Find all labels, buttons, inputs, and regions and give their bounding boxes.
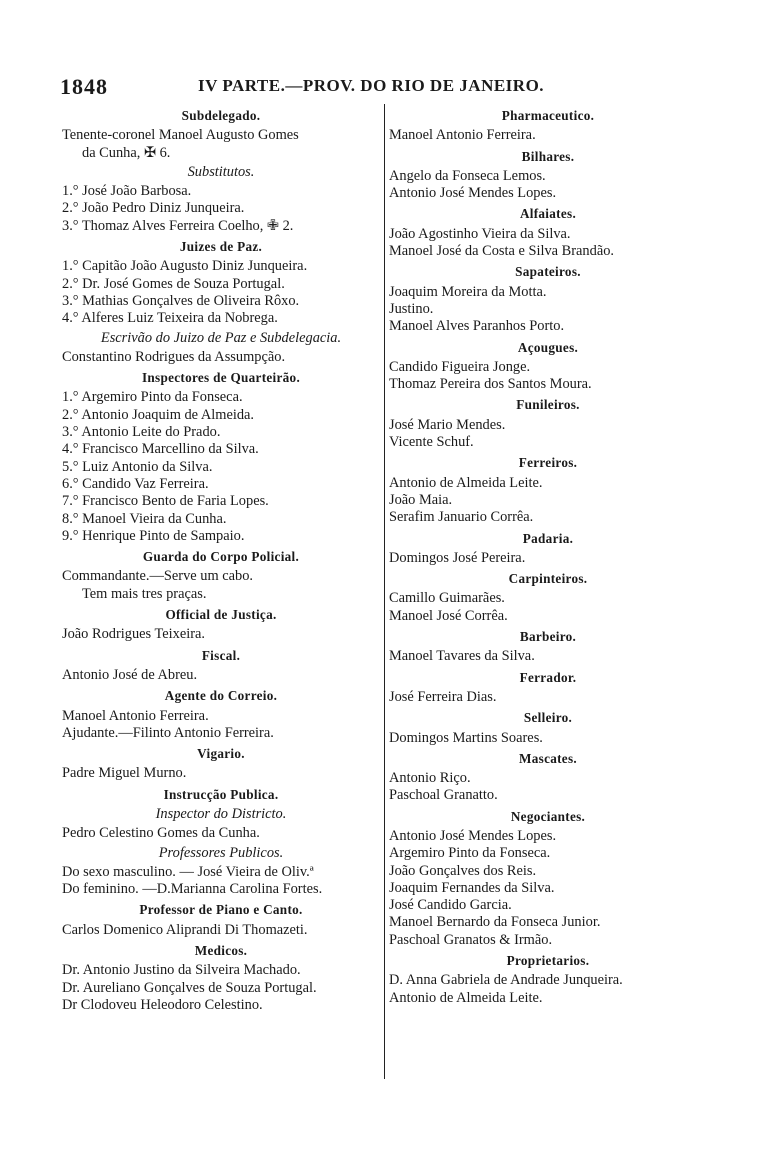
- entry-line: Candido Figueira Jonge.: [389, 358, 531, 375]
- entry-line: Padre Miguel Murno.: [62, 765, 187, 782]
- section-heading: Negociantes.: [510, 808, 586, 824]
- entry-line: Justino.: [389, 300, 434, 317]
- entry-line: Constantino Rodrigues da Assumpção.: [62, 348, 286, 365]
- section-heading: Medicos.: [194, 943, 248, 959]
- entry-line: Do feminino. —D.Marianna Carolina Fortes.: [62, 881, 323, 898]
- entry-line: 3.° Thomaz Alves Ferreira Coelho, ✙ 2.: [62, 217, 294, 234]
- left-column: [62, 104, 380, 1014]
- section-heading: Agente do Correio.: [164, 688, 278, 704]
- entry-line: José Candido Garcia.: [389, 897, 512, 914]
- entry-line: 9.° Henrique Pinto de Sampaio.: [62, 527, 245, 544]
- entry-line: João Gonçalves dos Reis.: [389, 862, 537, 879]
- right-column: [389, 104, 707, 1007]
- entry-line: 1.° Argemiro Pinto da Fonseca.: [62, 389, 243, 406]
- section-heading: Official de Justiça.: [165, 607, 277, 623]
- section-heading: Mascates.: [519, 750, 577, 766]
- section-heading: Inspectores de Quarteirão.: [141, 370, 301, 386]
- entry-line: 6.° Candido Vaz Ferreira.: [62, 475, 209, 492]
- entry-line: Tenente-coronel Manoel Augusto Gomes: [62, 127, 299, 144]
- entry-line: Dr. Antonio Justino da Silveira Machado.: [62, 962, 301, 979]
- entry-line: Antonio José Mendes Lopes.: [389, 827, 557, 844]
- section-heading: Padaria.: [522, 530, 574, 546]
- entry-line: 2.° Antonio Joaquim de Almeida.: [62, 406, 255, 423]
- entry-line: Do sexo masculino. — José Vieira de Oliv.ª: [62, 863, 314, 880]
- entry-line: Dr. Aureliano Gonçalves de Souza Portugal.: [62, 979, 317, 996]
- entry-line: Antonio Riço.: [389, 770, 471, 787]
- entry-line: Manoel Antonio Ferreira.: [62, 707, 209, 724]
- entry-line: 2.° João Pedro Diniz Junqueira.: [62, 200, 245, 217]
- entry-line: 3.° Mathias Gonçalves de Oliveira Rôxo.: [62, 292, 300, 309]
- section-subheading: Inspector do Districto.: [155, 805, 287, 822]
- entry-line: Manoel Antonio Ferreira.: [389, 127, 536, 144]
- entry-line: 8.° Manoel Vieira da Cunha.: [62, 510, 227, 527]
- entry-line: 3.° Antonio Leite do Prado.: [62, 424, 221, 441]
- section-heading: Ferreiros.: [518, 455, 578, 471]
- entry-line: Vicente Schuf.: [389, 434, 474, 451]
- entry-line: Dr Clodoveu Heleodoro Celestino.: [62, 996, 263, 1013]
- entry-line: da Cunha, ✠ 6.: [82, 144, 171, 161]
- entry-line: José Ferreira Dias.: [389, 688, 497, 705]
- entry-line: D. Anna Gabriela de Andrade Junqueira.: [389, 972, 623, 989]
- section-heading: Juizes de Paz.: [179, 239, 263, 255]
- section-heading: Instrucção Publica.: [163, 786, 279, 802]
- entry-line: 2.° Dr. José Gomes de Souza Portugal.: [62, 275, 285, 292]
- entry-line: 7.° Francisco Bento de Faria Lopes.: [62, 493, 269, 510]
- entry-line: Antonio José de Abreu.: [62, 666, 198, 683]
- section-heading: Proprietarios.: [506, 953, 590, 969]
- entry-line: Antonio José Mendes Lopes.: [389, 185, 557, 202]
- entry-line: 1.° José João Barbosa.: [62, 183, 192, 200]
- page-number: 1848: [60, 74, 108, 99]
- section-heading: Bilhares.: [521, 148, 575, 164]
- entry-line: Serafim Januario Corrêa.: [389, 509, 534, 526]
- section-subheading: Professores Publicos.: [158, 844, 284, 861]
- section-heading: Barbeiro.: [519, 629, 577, 645]
- entry-line: Tem mais tres praças.: [82, 585, 207, 602]
- entry-line: Pedro Celestino Gomes da Cunha.: [62, 825, 260, 842]
- entry-line: Joaquim Fernandes da Silva.: [389, 879, 555, 896]
- entry-line: 4.° Francisco Marcellino da Silva.: [62, 441, 259, 458]
- section-heading: Funileiros.: [516, 397, 580, 413]
- section-heading: Carpinteiros.: [508, 571, 588, 587]
- section-heading: Sapateiros.: [515, 264, 581, 280]
- entry-line: Manoel José Corrêa.: [389, 607, 508, 624]
- section-subheading: Escrivão do Juizo de Paz e Subdelegacia.: [100, 329, 342, 346]
- entry-line: João Agostinho Vieira da Silva.: [389, 225, 571, 242]
- entry-line: 5.° Luiz Antonio da Silva.: [62, 458, 213, 475]
- entry-line: Domingos Martins Soares.: [389, 729, 543, 746]
- entry-line: João Rodrigues Teixeira.: [62, 626, 205, 643]
- entry-line: Manoel Alves Paranhos Porto.: [389, 318, 565, 335]
- entry-line: Thomaz Pereira dos Santos Moura.: [389, 376, 592, 393]
- entry-line: Joaquim Moreira da Motta.: [389, 283, 547, 300]
- entry-line: Manoel Bernardo da Fonseca Junior.: [389, 914, 601, 931]
- section-heading: Alfaiates.: [519, 206, 577, 222]
- section-heading: Ferrador.: [519, 669, 577, 685]
- entry-line: Ajudante.—Filinto Antonio Ferreira.: [62, 724, 274, 741]
- entry-line: Carlos Domenico Aliprandi Di Thomazeti.: [62, 921, 308, 938]
- section-heading: Guarda do Corpo Policial.: [142, 549, 300, 565]
- entry-line: 1.° Capitão João Augusto Diniz Junqueira.: [62, 258, 308, 275]
- section-heading: Professor de Piano e Canto.: [139, 902, 303, 918]
- section-heading: Pharmaceutico.: [501, 108, 595, 123]
- section-heading: Fiscal.: [201, 647, 241, 663]
- entry-line: Manoel Tavares da Silva.: [389, 648, 535, 665]
- entry-line: Argemiro Pinto da Fonseca.: [389, 845, 551, 862]
- entry-line: Domingos José Pereira.: [389, 549, 526, 566]
- section-heading: Açougues.: [517, 339, 579, 355]
- entry-line: Manoel José da Costa e Silva Brandão.: [389, 243, 615, 260]
- entry-line: José Mario Mendes.: [389, 416, 506, 433]
- entry-line: Antonio de Almeida Leite.: [389, 474, 543, 491]
- entry-line: Camillo Guimarães.: [389, 590, 505, 607]
- column-divider: [384, 104, 385, 1079]
- entry-line: Antonio de Almeida Leite.: [389, 989, 543, 1006]
- running-title: IV PARTE.—PROV. DO RIO DE JANEIRO.: [198, 76, 545, 95]
- entry-line: Paschoal Granatos & Irmão.: [389, 931, 553, 948]
- section-heading: Vigario.: [197, 746, 245, 762]
- section-heading: Selleiro.: [523, 710, 573, 726]
- entry-line: Commandante.—Serve um cabo.: [62, 568, 254, 585]
- section-subheading: Substitutos.: [187, 163, 255, 180]
- entry-line: Angelo da Fonseca Lemos.: [389, 167, 546, 184]
- section-heading: Subdelegado.: [181, 108, 261, 123]
- entry-line: Paschoal Granatto.: [389, 787, 498, 804]
- entry-line: João Maia.: [389, 491, 453, 508]
- entry-line: 4.° Alferes Luiz Teixeira da Nobrega.: [62, 310, 278, 327]
